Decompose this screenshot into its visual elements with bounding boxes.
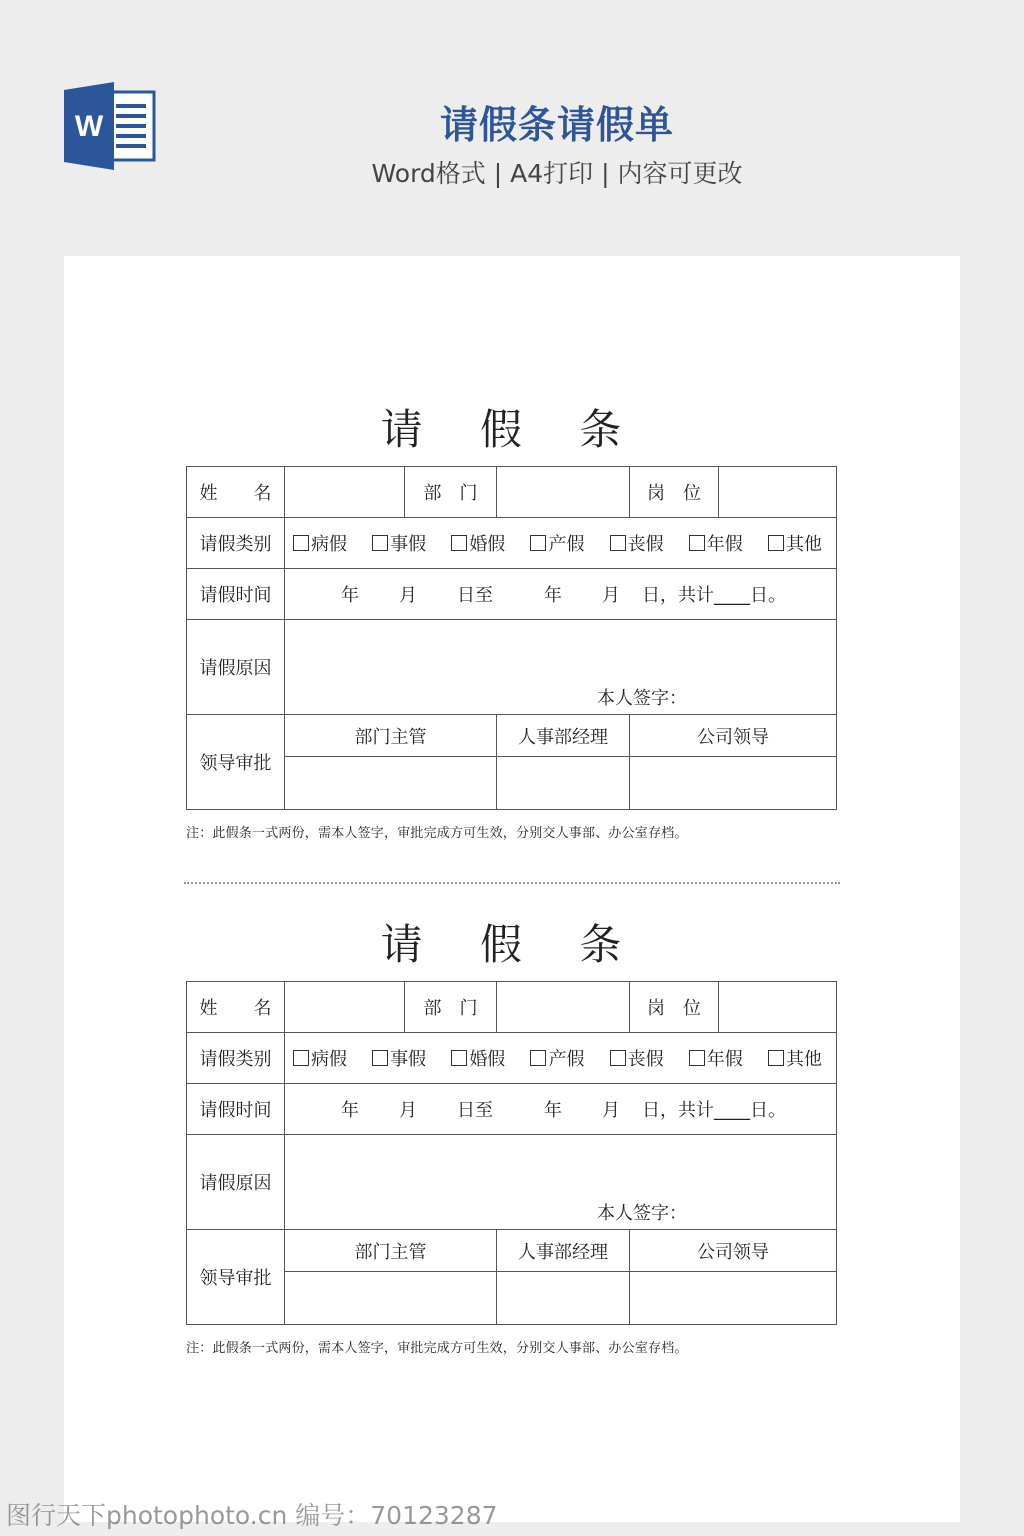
time-label: 请假时间 [187, 1084, 285, 1135]
checkbox-personal-leave[interactable]: 事假 [372, 530, 426, 556]
dept-head-sign-cell[interactable] [285, 1272, 497, 1325]
leave-form-2 [186, 909, 838, 1356]
form-note: 注：此假条一式两份，需本人签字，审批完成方可生效，分别交人事部、办公室存档。 [186, 826, 688, 841]
leave-type-options [285, 1033, 837, 1084]
approval-label: 领导审批 [187, 1230, 285, 1325]
form-note: 注：此假条一式两份，需本人签字，审批完成方可生效，分别交人事部、办公室存档。 [186, 1341, 688, 1356]
document-subtitle: Word格式 | A4打印 | 内容可更改 [371, 159, 743, 188]
checkbox-marriage-leave[interactable]: 婚假 [451, 1045, 505, 1071]
checkbox-annual-leave[interactable]: 年假 [689, 1045, 743, 1071]
reason-input-cell[interactable] [285, 1135, 837, 1230]
form-row-reason [187, 1135, 837, 1230]
checkbox-annual-leave[interactable]: 年假 [689, 530, 743, 556]
post-input-cell[interactable] [719, 982, 837, 1033]
form-title: 请 假 条 [380, 405, 644, 454]
checkbox-maternity-leave[interactable]: 产假 [530, 1045, 584, 1071]
leave-time-field[interactable]: 年 月 日至 年 月 日，共计____日。 [285, 569, 837, 620]
form-row-approval-headers [187, 715, 837, 757]
checkbox-sick-leave[interactable]: 病假 [293, 1045, 347, 1071]
leave-form-table [186, 981, 837, 1325]
name-label: 姓 名 [187, 467, 285, 518]
leave-time-field[interactable]: 年 月 日至 年 月 日，共计____日。 [285, 1084, 837, 1135]
form-row-type [187, 1033, 837, 1084]
form-row-reason [187, 620, 837, 715]
checkbox-other-leave[interactable]: 其他 [768, 1045, 822, 1071]
approver-hr-manager: 人事部经理 [497, 715, 630, 757]
name-input-cell[interactable] [285, 467, 405, 518]
cut-line-divider [184, 882, 840, 884]
reason-label: 请假原因 [187, 620, 285, 715]
post-label: 岗 位 [630, 467, 719, 518]
watermark-text: 图行天下photophoto.cn 编号：70123287 [6, 1501, 498, 1530]
checkbox-funeral-leave[interactable]: 丧假 [610, 1045, 664, 1071]
leave-type-options [285, 518, 837, 569]
hr-manager-sign-cell[interactable] [497, 757, 630, 810]
leave-form-1 [186, 394, 838, 841]
hr-manager-sign-cell[interactable] [497, 1272, 630, 1325]
approver-dept-head: 部门主管 [285, 715, 497, 757]
name-label: 姓 名 [187, 982, 285, 1033]
type-label: 请假类别 [187, 518, 285, 569]
form-row-name [187, 467, 837, 518]
time-label: 请假时间 [187, 569, 285, 620]
checkbox-funeral-leave[interactable]: 丧假 [610, 530, 664, 556]
dept-input-cell[interactable] [497, 467, 630, 518]
checkbox-sick-leave[interactable]: 病假 [293, 530, 347, 556]
document-title: 请假条请假单 [439, 103, 674, 147]
dept-input-cell[interactable] [497, 982, 630, 1033]
name-input-cell[interactable] [285, 982, 405, 1033]
page-header [0, 0, 1024, 240]
form-row-type [187, 518, 837, 569]
type-label: 请假类别 [187, 1033, 285, 1084]
leave-form-table [186, 466, 837, 810]
signature-label: 本人签字： [597, 688, 687, 709]
approver-dept-head: 部门主管 [285, 1230, 497, 1272]
checkbox-maternity-leave[interactable]: 产假 [530, 530, 584, 556]
form-row-time [187, 1084, 837, 1135]
form-title: 请 假 条 [380, 920, 644, 969]
approver-hr-manager: 人事部经理 [497, 1230, 630, 1272]
company-leader-sign-cell[interactable] [630, 757, 837, 810]
checkbox-other-leave[interactable]: 其他 [768, 530, 822, 556]
checkbox-personal-leave[interactable]: 事假 [372, 1045, 426, 1071]
form-row-approval-headers [187, 1230, 837, 1272]
approver-company-leader: 公司领导 [630, 715, 837, 757]
form-row-approval-signatures [187, 757, 837, 810]
dept-label: 部 门 [405, 467, 497, 518]
form-row-name [187, 982, 837, 1033]
form-row-time [187, 569, 837, 620]
dept-label: 部 门 [405, 982, 497, 1033]
post-label: 岗 位 [630, 982, 719, 1033]
signature-label: 本人签字： [597, 1203, 687, 1224]
dept-head-sign-cell[interactable] [285, 757, 497, 810]
approver-company-leader: 公司领导 [630, 1230, 837, 1272]
form-row-approval-signatures [187, 1272, 837, 1325]
checkbox-marriage-leave[interactable]: 婚假 [451, 530, 505, 556]
svg-text:W: W [74, 110, 104, 143]
paper-sheet [64, 256, 960, 1522]
reason-label: 请假原因 [187, 1135, 285, 1230]
reason-input-cell[interactable] [285, 620, 837, 715]
approval-label: 领导审批 [187, 715, 285, 810]
post-input-cell[interactable] [719, 467, 837, 518]
company-leader-sign-cell[interactable] [630, 1272, 837, 1325]
